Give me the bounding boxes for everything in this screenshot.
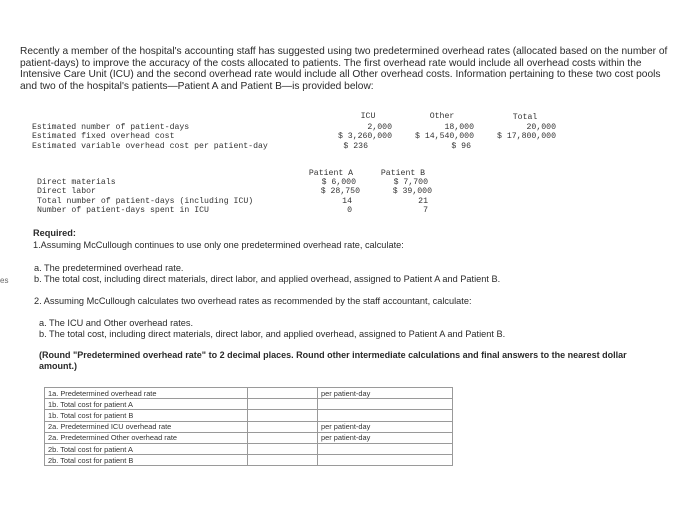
answer-label: 2a. Predetermined Other overhead rate: [45, 432, 248, 443]
answer-table: [44, 387, 453, 466]
cell-patient-a: $ 28,750: [320, 187, 360, 196]
question-1a: a. The predetermined overhead rate.: [34, 263, 184, 273]
answer-row: [45, 455, 453, 466]
cell-icu: 2,000: [367, 123, 392, 132]
header-other: Other: [429, 112, 455, 121]
row-label: Estimated fixed overhead cost: [32, 132, 175, 141]
answer-unit: per patient-day: [318, 432, 453, 443]
header-total: Total: [512, 113, 538, 122]
answer-label: 2a. Predetermined ICU overhead rate: [45, 421, 248, 432]
answer-input-1b-b[interactable]: [248, 410, 318, 421]
header-icu: ICU: [360, 112, 376, 121]
answer-label: 1b. Total cost for patient B: [45, 410, 248, 421]
edge-label: es: [0, 276, 9, 285]
cell-other: $ 96: [451, 142, 471, 151]
answer-input-2a-other[interactable]: [248, 432, 318, 443]
answer-row: [45, 388, 453, 399]
cell-total: 20,000: [526, 123, 556, 132]
cell-patient-a: 14: [342, 197, 352, 206]
question-2b: b. The total cost, including direct materials, direct labor, and applied overhead, assigned to Patient A and Patient B.: [39, 329, 506, 339]
answer-row: [45, 443, 453, 454]
row-label: Direct labor: [37, 187, 96, 196]
cell-patient-b: 7: [423, 206, 428, 215]
question-2a: a. The ICU and Other overhead rates.: [39, 318, 194, 328]
cell-icu: $ 3,260,000: [337, 132, 392, 141]
question-1b: b. The total cost, including direct materials, direct labor, and applied overhead, assigned to Patient A and Patient B.: [34, 274, 501, 284]
answer-label: 1a. Predetermined overhead rate: [45, 388, 248, 399]
answer-row: [45, 410, 453, 421]
answer-row: [45, 399, 453, 410]
row-label: Estimated variable overhead cost per patient-day: [32, 142, 268, 151]
question-1: 1.Assuming McCullough continues to use only one predetermined overhead rate, calculate:: [33, 240, 404, 250]
cell-other: 18,000: [444, 123, 474, 132]
answer-input-2b-b[interactable]: [248, 455, 318, 466]
answer-label: 1b. Total cost for patient A: [45, 399, 248, 410]
answer-row: [45, 432, 453, 443]
answer-row: [45, 421, 453, 432]
answer-label: 2b. Total cost for patient A: [45, 443, 248, 454]
header-patient-b: Patient B: [380, 169, 426, 178]
answer-label: 2b. Total cost for patient B: [45, 455, 248, 466]
header-patient-a: Patient A: [308, 169, 354, 178]
cell-patient-b: 21: [418, 197, 428, 206]
answer-unit: [318, 443, 453, 454]
cell-patient-b: $ 39,000: [392, 187, 432, 196]
answer-unit: [318, 410, 453, 421]
required-heading: Required:: [33, 228, 76, 238]
question-2: 2. Assuming McCullough calculates two overhead rates as recommended by the staff accountant, calculate:: [34, 296, 472, 306]
row-label: Number of patient-days spent in ICU: [37, 206, 209, 215]
rounding-note: (Round "Predetermined overhead rate" to 2 decimal places. Round other intermediate calculations and final answers to the nearest dollar amount.): [39, 350, 627, 371]
cell-patient-a: $ 6,000: [321, 178, 356, 187]
cell-patient-b: $ 7,700: [393, 178, 428, 187]
answer-unit: per patient-day: [318, 421, 453, 432]
answer-unit: [318, 455, 453, 466]
cell-icu: $ 236: [343, 142, 368, 151]
cell-other: $ 14,540,000: [415, 132, 474, 141]
answer-input-1a[interactable]: [248, 388, 318, 399]
problem-intro: Recently a member of the hospital's accounting staff has suggested using two predetermined overhead rates (allocated based on the number of patient-days) to improve the accuracy of the costs allocated to patients. The first overhead rate would include all overhead costs within the Intensive Care Unit (ICU) and the second overhead rate would include all Other overhead costs. Information pertaining to these two cost pools and two of the hospital's patients—Patient A and Patient B—is provided below:: [20, 46, 668, 92]
answer-unit: [318, 399, 453, 410]
row-label: Estimated number of patient-days: [32, 123, 190, 132]
row-label: Total number of patient-days (including ICU): [37, 197, 254, 206]
answer-input-1b-a[interactable]: [248, 399, 318, 410]
answer-input-2b-a[interactable]: [248, 443, 318, 454]
answer-unit: per patient-day: [318, 388, 453, 399]
cell-total: $ 17,800,000: [497, 132, 556, 141]
cell-patient-a: 0: [347, 206, 352, 215]
answer-input-2a-icu[interactable]: [248, 421, 318, 432]
row-label: Direct materials: [37, 178, 116, 187]
